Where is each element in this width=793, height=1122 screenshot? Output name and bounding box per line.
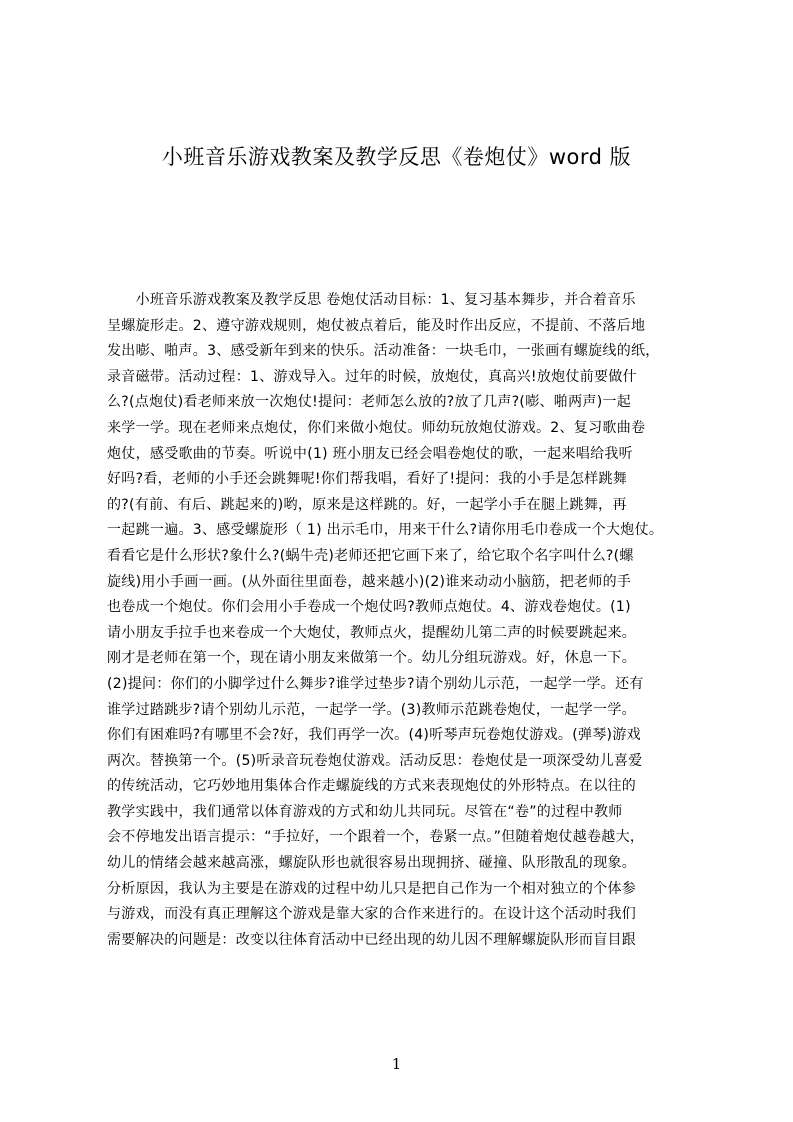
text-line: 录音磁带。活动过程：1、游戏导入。过年的时候，放炮仗，真高兴!放炮仗前要做什	[107, 368, 637, 385]
text-line: 刚才是老师在第一个，现在请小朋友来做第一个。幼儿分组玩游戏。好，休息一下。	[107, 650, 637, 667]
text-line: 小班音乐游戏教案及教学反思 卷炮仗活动目标：1、复习基本舞步，并合着音乐	[107, 292, 636, 308]
text-line: 一起跳一遍。3、感受螺旋形（ 1) 出示毛巾，用来干什么?请你用毛巾卷成一个大炮仗。	[107, 522, 664, 539]
page-number: 1	[391, 1055, 402, 1073]
text-line: 的传统活动，它巧妙地用集体合作走螺旋线的方式来表现炮仗的外形特点。在以往的	[107, 778, 637, 795]
text-line: 与游戏，而没有真正理解这个游戏是靠大家的合作来进行的。在设计这个活动时我们	[107, 906, 637, 923]
text-line: (2)提问：你们的小脚学过什么舞步?谁学过垫步?请个别幼儿示范，一起学一学。还有	[107, 675, 644, 692]
text-line: 好吗?看，老师的小手还会跳舞呢!你们帮我唱，看好了!提问：我的小手是怎样跳舞	[107, 471, 628, 488]
text-line: 呈螺旋形走。2、遵守游戏规则，炮仗被点着后，能及时作出反应，不提前、不落后地	[107, 317, 646, 334]
text-line: 也卷成一个炮仗。你们会用小手卷成一个炮仗吗?教师点炮仗。4、游戏卷炮仗。(1)	[107, 599, 631, 616]
text-line: 两次。替换第一个。(5)听录音玩卷炮仗游戏。活动反思：卷炮仗是一项深受幼儿喜爱	[107, 752, 643, 769]
text-line: 会不停地发出语言提示：“手拉好，一个跟着一个，卷紧一点。”但随着炮仗越卷越大，	[107, 829, 645, 846]
text-line: 你们有困难吗?有哪里不会?好，我们再学一次。(4)听琴声玩卷炮仗游戏。(弹琴)游戏	[107, 727, 641, 744]
text-line: 发出嘭、啪声。3、感受新年到来的快乐。活动准备：一块毛巾，一张画有螺旋线的纸，	[107, 343, 660, 360]
body-text	[107, 288, 697, 953]
text-line: 的?(有前、有后、跳起来的)哟，原来是这样跳的。好，一起学小手在腿上跳舞，再	[107, 496, 627, 513]
text-line: 旋线)用小手画一画。(从外面往里面卷，越来越小)(2)谁来动动小脑筋，把老师的手	[107, 573, 632, 590]
text-line: 教学实践中，我们通常以体育游戏的方式和幼儿共同玩。尽管在“卷”的过程中教师	[107, 803, 623, 820]
text-line: 分析原因，我认为主要是在游戏的过程中幼儿只是把自己作为一个相对独立的个体参	[107, 880, 637, 897]
text-line: 需要解决的问题是：改变以往体育活动中已经出现的幼儿因不理解螺旋队形而盲目跟	[107, 931, 637, 948]
text-line: 么?(点炮仗)看老师来放一次炮仗!提问：老师怎么放的?放了几声?(嘭、啪两声)一起	[107, 394, 632, 411]
text-line: 炮仗，感受歌曲的节奏。听说中(1) 班小朋友已经会唱卷炮仗的歌，一起来唱给我听	[107, 445, 633, 462]
text-line: 谁学过踏跳步?请个别幼儿示范，一起学一学。(3)教师示范跳卷炮仗，一起学一学。	[107, 701, 636, 718]
text-line: 看看它是什么形状?象什么?(蜗牛壳)老师还把它画下来了，给它取个名字叫什么?(螺	[107, 547, 634, 564]
text-line: 幼儿的情绪会越来越高涨，螺旋队形也就很容易出现拥挤、碰撞、队形散乱的现象。	[107, 855, 637, 872]
text-line: 来学一学。现在老师来点炮仗，你们来做小炮仗。师幼玩放炮仗游戏。2、复习歌曲卷	[107, 419, 646, 436]
document-title: 小班音乐游戏教案及教学反思《卷炮仗》word 版	[161, 145, 632, 169]
text-line: 请小朋友手拉手也来卷成一个大炮仗，教师点火，提醒幼儿第二声的时候要跳起来。	[107, 624, 637, 641]
